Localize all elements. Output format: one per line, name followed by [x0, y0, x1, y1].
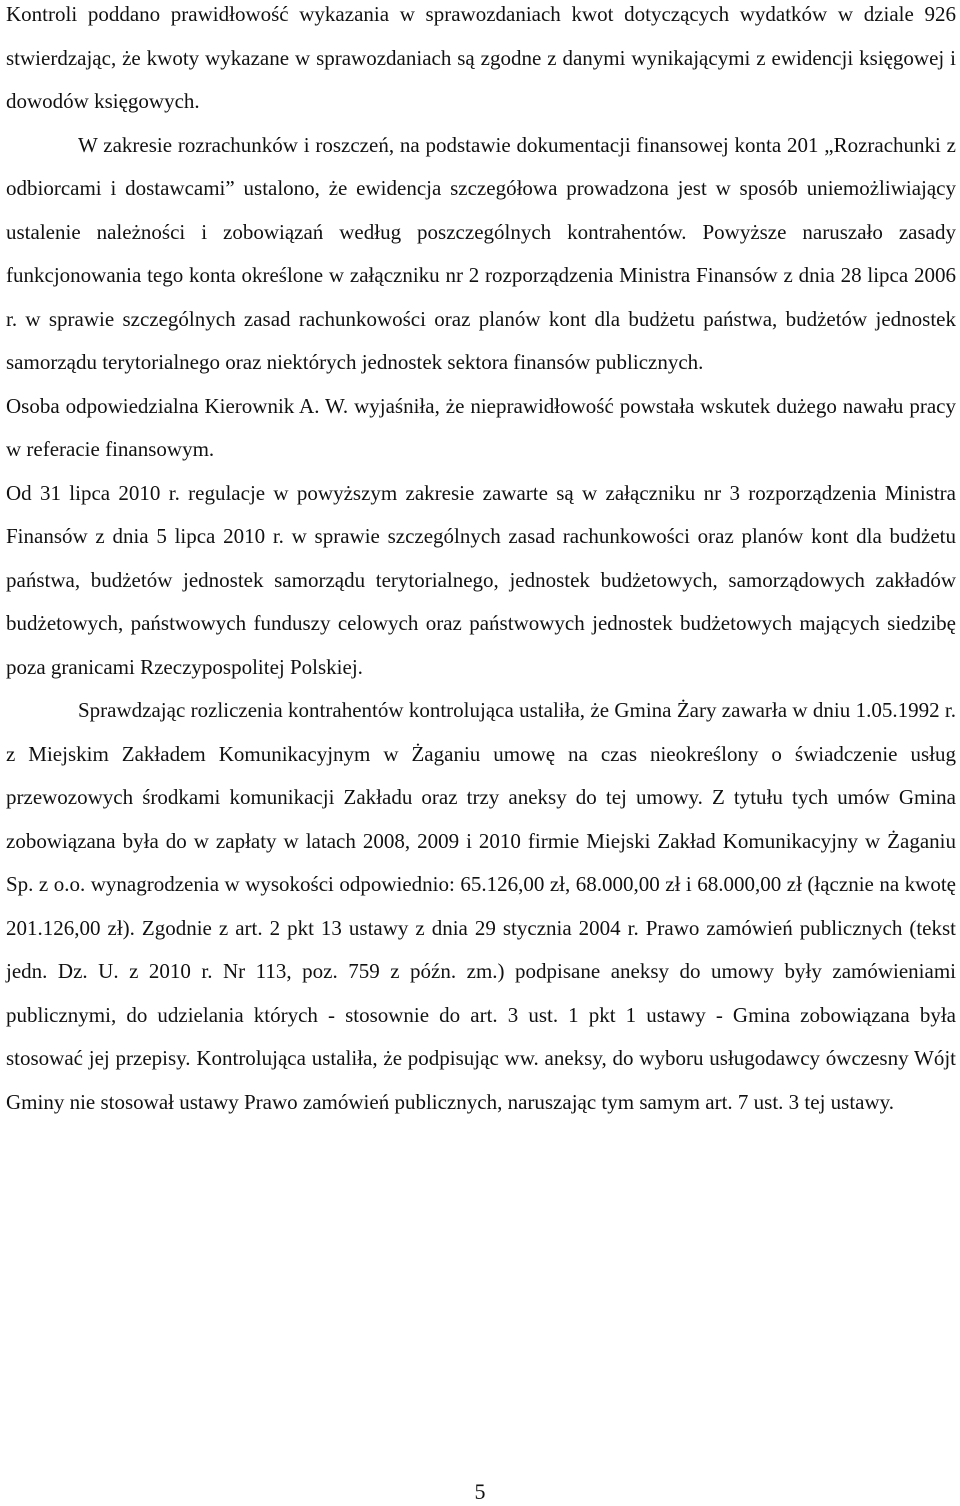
paragraph-expenditure-check: Kontroli poddano prawidłowość wykazania w sprawozdaniach kwot dotyczących wydatków w dziale 926 stwierdzając, że kwoty wykazane w sprawozdaniach są zgodne z danymi wynikającymi z ewidencji księgowej i dowodów księgowych.: [6, 2, 956, 113]
page-number: 5: [474, 1479, 486, 1504]
paragraph-regulation-2010: Od 31 lipca 2010 r. regulacje w powyższym zakresie zawarte są w załączniku nr 3 rozporządzenia Ministra Finansów z dnia 5 lipca 2010 r. w sprawie szczególnych zasad rachunkowości oraz planów kont dla budżetu państwa, budżetów jednostek samorządu terytorialnego, jednostek budżetowych, samorządowych zakładów budżetowych, państwowych funduszy celowych oraz państwowych jednostek budżetowych mających siedzibę poza granicami Rzeczypospolitej Polskiej.: [6, 480, 956, 679]
paragraph-settlements-account-201: W zakresie rozrachunków i roszczeń, na podstawie dokumentacji finansowej konta 201 „Rozrachunki z odbiorcami i dostawcami” ustalono, że ewidencja szczegółowa prowadzona jest w sposób uniemożliwiający ustalenie należności i zobowiązań według poszczególnych kontrahentów. Powyższe naruszało zasady funkcjonowania tego konta określone w załączniku nr 2 rozporządzenia Ministra Finansów z dnia 28 lipca 2006 r. w sprawie szczególnych zasad rachunkowości oraz planów kont dla budżetu państwa, budżetów jednostek samorządu terytorialnego oraz niektórych jednostek sektora finansów publicznych.: [6, 132, 956, 374]
document-page: [6, 0, 956, 1124]
paragraph-explanation: Osoba odpowiedzialna Kierownik A. W. wyjaśniła, że nieprawidłowość powstała wskutek dużego nawału pracy w referacie finansowym.: [6, 393, 956, 461]
paragraph-transport-contract: Sprawdzając rozliczenia kontrahentów kontrolująca ustaliła, że Gmina Żary zawarła w dniu 1.05.1992 r. z Miejskim Zakładem Komunikacyjnym w Żaganiu umowę na czas nieokreślony o świadczenie usług przewozowych środkami komunikacji Zakładu oraz trzy aneksy do tej umowy. Z tytułu tych umów Gmina zobowiązana była do w zapłaty w latach 2008, 2009 i 2010 firmie Miejski Zakład Komunikacyjny w Żaganiu Sp. z o.o. wynagrodzenia w wysokości odpowiednio: 65.126,00 zł, 68.000,00 zł i 68.000,00 zł (łącznie na kwotę 201.126,00 zł). Zgodnie z art. 2 pkt 13 ustawy z dnia 29 stycznia 2004 r. Prawo zamówień publicznych (tekst jedn. Dz. U. z 2010 r. Nr 113, poz. 759 z późn. zm.) podpisane aneksy do umowy były zamówieniami publicznymi, do udzielania których - stosownie do art. 3 ust. 1 pkt 1 ustawy - Gmina zobowiązana była stosować jej przepisy. Kontrolująca ustaliła, że podpisując ww. aneksy, do wyboru usługodawcy ówczesny Wójt Gminy nie stosował ustawy Prawo zamówień publicznych, naruszając tym samym art. 7 ust. 3 tej ustawy.: [6, 698, 956, 1114]
